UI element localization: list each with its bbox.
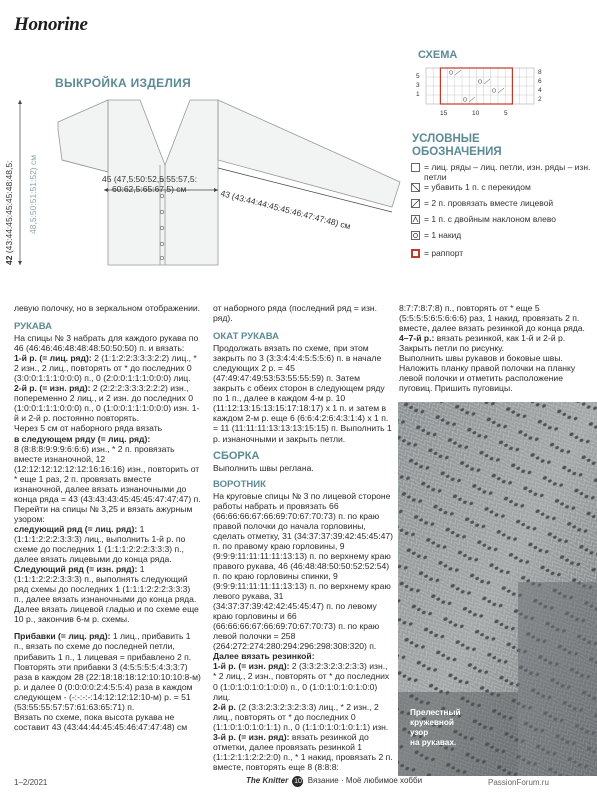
paragraph: Перейти на спицы № 3,25 и вязать ажурным узором: [14,503,193,524]
section-heading: СБОРКА [213,449,260,462]
pattern-section-title: ВЫКРОЙКА ИЗДЕЛИЯ [55,76,192,90]
paragraph [14,524,202,564]
scheme-row-numbers-left [416,72,420,99]
paragraph: от наборного ряда (последний ряд = изн. ряд). [213,303,378,324]
row-text: 2 (2:2:2:3:3:3:2:2:2) изн., попеременно 2 лиц., и 2 изн. до последних 0 (1:0:0:1:1:1:0:0:0) п., 0 (1:0:0:1:1:1:0:0:0) изн. 1-й и 2-й р. постоянно повторять. [14,383,200,424]
legend-text: = лиц. ряды – лиц. петли, изн. ряды – изн. петли [424,162,591,182]
paragraph: Выполнить швы реглана. [213,462,314,473]
watermark: PassionForum.ru [488,778,549,787]
row-label: 4–7-й р.: [399,333,435,344]
row-text: 1 (1:1:1:2:2:2:3:3:3) п., выполнять следующий ряд схемы до последних 1 (1:1:1:2:2:2:3:3:3) п., далее вязать изнаночными до конца ряда. Далее вязать лицевой гладью и по схеме еще 10 р., закончив 6-м р. схемы. [14,564,199,625]
legend-text: = 1 накид [424,230,462,240]
photo-caption [410,708,461,748]
legend-title-line2: ОБОЗНАЧЕНИЯ [412,146,502,158]
height-dimension-bold: 42 [4,255,14,265]
garment-schematic [0,90,405,305]
text-column-1 [14,303,202,732]
row-label: 1-й р. (= лиц. ряд): [14,353,92,364]
scheme-col-label: 5 [504,110,508,117]
paragraph [14,353,202,383]
scheme-row-label: 8 [538,69,542,76]
height-dimension [4,161,14,265]
row-label: в следующем ряду (= лиц. ряд): [14,433,151,444]
caption-line: узор [410,728,429,737]
scheme-row-label: 3 [416,82,420,89]
legend-text: = 1 п. с двойным наклоном влево [424,214,557,224]
repeat-box-icon [411,249,420,258]
page-number: 10 [294,778,302,785]
paragraph [213,661,393,701]
scheme-row-numbers-right [538,68,542,104]
row-label: 2-й р. (= изн. ряд): [14,383,91,394]
caption-line: кружевной [410,718,454,727]
width-dimension-line2: 60:62,5:65:67,5) см [112,184,187,194]
scheme-title: СХЕМА [418,49,458,61]
scheme-row-label: 5 [416,73,420,80]
text-column-2 [213,303,393,772]
slash-right-icon [411,183,420,192]
paragraph: левую полочку, но в зеркальном отображении. [14,303,201,313]
legend-text: = 2 п. провязать вместе лицевой [424,198,554,208]
legend-title [412,133,502,159]
yarn-over-icon [411,231,420,240]
page-title: Honorine [14,14,88,35]
paragraph [14,631,202,711]
caption-line: Прелестный [410,708,461,717]
double-decrease-icon [411,215,420,224]
section-heading: РУКАВА [14,321,53,333]
paragraph [14,383,202,423]
height-dimension-2 [28,155,38,234]
paragraph: Вязать по схеме, пока высота рукава не составит 43 (43:44:44:45:45:46:47:47:48) см [14,711,188,732]
scheme-row-label: 2 [538,96,542,103]
paragraph: 8:7:7:8:7:8) п., повторять от * еще 5 (5:5:5:5:6:5:6:6:6) раз, 1 накид, провязать 2 п. вместе, далее вязать резинкой до конца ряда. [399,303,585,334]
paragraph: На спицы № 3 набрать для каждого рукава по 46 (46:46:46:48:48:48:50:50:50) п. и вязать: [14,333,199,354]
paragraph: Выполнить швы рукавов и боковые швы. Наложить планку правой полочки на планку левой полочки и отметить расположение пуговиц. Пришить пуговицы. [399,353,576,394]
paragraph: На круговые спицы № 3 по лицевой стороне работы набрать и провязать 66 (66:66:66:67:66:69:70:67:70:73) п. по краю правой полочки до начала горловины, сделать отметку, 31 (34:37:37:39:42:45:45:47) п. по правому краю горловины, 9 (9:9:9:11:11:11:11:13:13) п. по верхнему краю правого рукава, 46 (46:48:48:50:50:52:52:54) п. по краю горловины спинки, 9 (9:9:9:11:11:11:11:13:13) п. по верхнему краю левого рукава, 31 (34:37:37:39:42:42:45:45:47) п. по левому краю горловины и 66 (66:66:66:67:66:69:70:67:70:73) п. по краю левой полочки = 258 (264:272:274:280:294:296:298:308:320) п. [213,490,393,652]
paragraph [213,732,393,772]
magazine-subtitle: Вязание · Моё любимое хобби [307,776,423,785]
row-label: 1-й р. (= изн. ряд): [213,661,290,672]
row-text: 1 (1:1:1:2:2:2:3:3:3) лиц., выполнить 1-й р. по схеме до последних 1 (1:1:1:2:2:2:3:3:3) п., далее вязать лицевыми до конца ряда. [14,523,186,565]
legend-text: = убавить 1 п. с перекидом [424,182,531,192]
scheme-col-label: 10 [472,110,480,117]
paragraph [14,564,202,624]
row-text: (2 (3:3:2:3:2:3:2:3:3) лиц., * 2 изн., 2 лиц., повторять от * до последних 0 (1:1:0:1:0:1:0:1:1) п., 0 (1:1:0:1:0:1:0:1:1) изн. [213,701,389,732]
row-text: 2 (3:3:2:3:2:3:2:3:3) изн., * 2 лиц., 2 изн., повторять от * до последних 0 (1:0:1:0:1:0:1:0:0) п., 0 (1:0:1:0:1:0:1:0:0) лиц. [213,661,390,702]
row-text: 2 (1:1:2:2:3:3:3:2:2) лиц., * 2 изн., 2 лиц., повторять от * до последних 0 (3:0:0:1:1:1:0:0:0) п., 0 (2:0:0:1:1:1:0:0:0) лиц. [14,353,197,384]
stitch-chart [418,66,546,110]
height-dimension-rest: (43:44:45:45:45:48:48,5: [4,160,14,256]
row-label: 3-й р. (= изн. ряд): [213,731,290,742]
section-heading: ВОРОТНИК [213,478,266,490]
row-label: 2-й р. [213,701,236,712]
issue-number: 1–2/2021 [14,778,48,787]
paragraph [399,333,587,353]
scheme-row-label: 6 [538,78,542,85]
legend-text: = раппорт [424,248,464,258]
section-heading: ОКАТ РУКАВА [213,331,280,343]
caption-line: на рукавах. [410,738,457,747]
paragraph: 8 (8:8:8:9:9:9:6:6:6) изн., * 2 п. провязать вместе изнаночной, 12 (12:12:12:12:12:12:16:16:16) изн., повторить от * еще 1 раз, 2 п. провязать вместе изнаночной, далее вязать изнаночными до конца ряда = 43 (43:43:43:45:45:45:47:47:47) п. [14,443,201,504]
row-text: вязать резинкой, как 1-й и 2-й р. Закрыть петли по рисунку. [399,333,566,354]
paragraph: Через 5 см от наборного ряда вязать [14,423,163,434]
scheme-row-label: 1 [416,91,420,98]
row-label: следующий ряд (= лиц. ряд): [14,523,138,534]
row-label: Далее вязать резинкой: [213,651,315,662]
width-dimension-line1: 45 (47,5:50:52,5:55:57,5: [102,174,197,184]
paragraph [213,702,393,732]
width-dimension [102,174,197,194]
blank-square-icon [411,163,420,172]
slash-left-icon [411,199,420,208]
text-column-3 [399,303,587,393]
row-text: вязать резинкой до отметки, далее провязать резинкой 1 (1:1:2:1:1:2:2:2:0) п., * 1 накид, провязать 2 п. вместе, повторять еще 8 (8:8:8: [213,731,393,772]
page-footer [246,776,422,787]
scheme-col-label: 15 [440,110,448,117]
magazine-name: The Knitter [246,776,289,785]
height-dimension-rest2: 48,5:50:51:51:52) см [28,154,38,234]
row-label: Следующий ряд (= изн. ряд): [14,564,138,575]
sleeve-dimension: 43 (43:44:44:45:45:46:47:47:48) см [219,188,352,232]
row-text: 1 лиц., прибавить 1 п., вязать по схеме до последней петли, прибавить 1 п., 1 лицевая = прибавлено 2 п. Повторять эти прибавки 3 (4:5:5:5:5:4:3:3:7) раза в каждом 28 (22:18:18:18:12:10:10:10:8-м) р. и далее 0 (0:0:0:0:2:4:5:5:4) раза в каждом следующем - (-:-:-:-:14:12:12:12:10-м) р. = 51 (53:55:55:57:57:61:63:65:71) п. [14,631,201,712]
scheme-row-label: 4 [538,87,542,94]
legend-title-line1: УСЛОВНЫЕ [412,133,480,145]
row-label: Прибавки (= лиц. ряд): [14,631,111,642]
paragraph: Продолжать вязать по схеме, при этом закрыть по 3 (3:3:4:4:4:5:5:5:6) п. в начале следующих 2 р. = 45 (47:49:47:49:53:53:55:55:59) п. Затем закрыть с обеих сторон в следующем ряду по 1 п., далее в каждом 4-м р. 10 (11:12:13:15:13:15:17:18:17) х 1 п. и затем в каждом 2-м р. еще 6 (6:6:4:2:6:4:3:1:4) х 1 п. = 11 (11:11:11:13:13:13:15:15) п. Выполнить 1 р. изнаночными и закрыть петли. [213,343,392,444]
